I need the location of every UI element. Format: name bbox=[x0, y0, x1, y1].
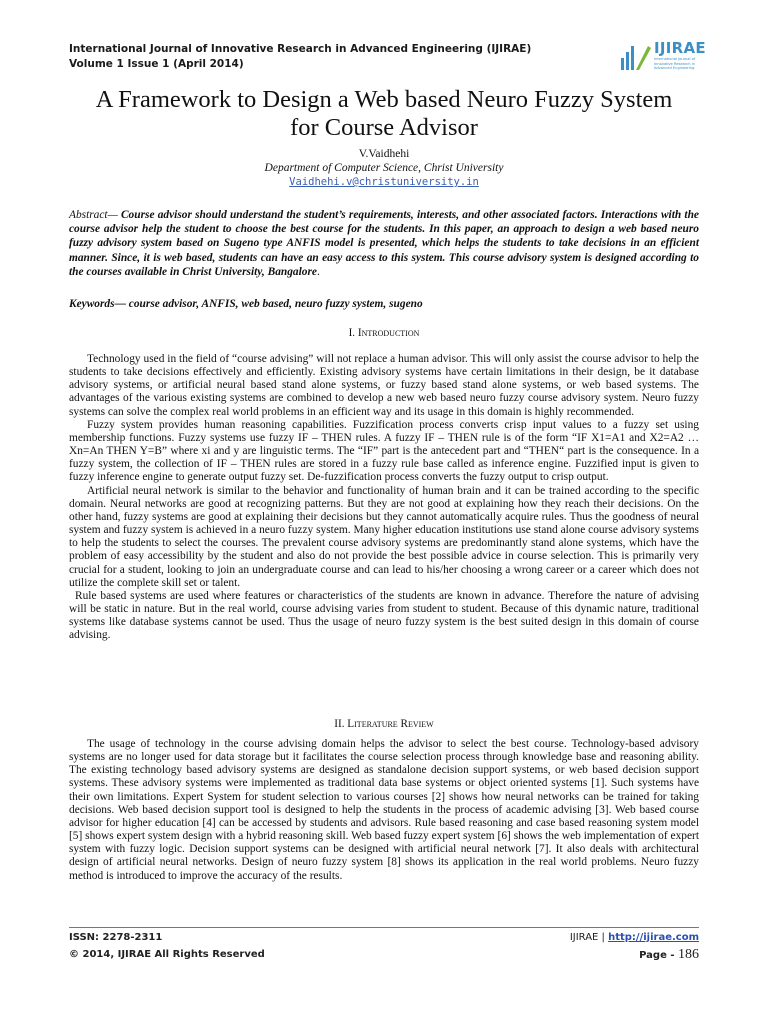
abstract-label: Abstract— bbox=[69, 209, 118, 221]
paragraph: The usage of technology in the course advising domain helps the advisor to select the best course. Technology-based advisory systems are no longer used for data storage but it facilitates the course selection process through knowledge base and reasoning ability. The existing technology based advisory systems are designed as standalone decision support systems, or web based decision support systems. These advisory systems were implemented as traditional data base systems or object oriented systems [1]. Such systems have their own limitations. Expert System for student selection to various courses [2] shows how neural networks can be trained for taking decisions. Web based decision support tool is designed to help the students in the process of academic advising [3]. Web based course advisor for higher education [4] can be accessed by students and advisors. Rule based reasoning and case based reasoning system model [5] shows expert system design with a hybrid reasoning skill. Web based fuzzy expert system [6] shows the web implementation of expert system with fuzzy logic. Decision support systems can be designed with artificial neural network [7]. It also deals with architectural design of artificial neural networks. Design of neuro fuzzy system [8] shows its application in the real world problems. Neuro fuzzy method is introduced to improve the accuracy of the results. bbox=[69, 738, 699, 882]
keywords: Keywords— course advisor, ANFIS, web based, neuro fuzzy system, sugeno bbox=[69, 298, 423, 310]
paragraph: Technology used in the field of “course advising” will not replace a human advisor. This will only assist the course advisor to help the students to take decisions effectively and efficiently. Existing advisory systems have certain limitations in their design, be it database advisory systems, or artificial neural based stand alone systems, or fuzzy based stand alone systems, or web based systems. The advantages of the various existing systems are combined to develop a new web based neuro fuzzy course advisory system. Neuro fuzzy systems can solve the complex real world problems in an efficient way and its usage in this domain is highly recommended. bbox=[69, 353, 699, 418]
abstract-end: . bbox=[316, 265, 320, 278]
footer-issn: ISSN: 2278-2311 bbox=[69, 932, 163, 943]
footer-brand bbox=[570, 931, 699, 945]
footer-brand-label: IJIRAE | bbox=[569, 932, 609, 943]
journal-header bbox=[69, 42, 589, 72]
logo-tagline: International Journal of Innovative Research in Advanced Engineering bbox=[654, 57, 696, 70]
section-body-literature-review bbox=[69, 738, 699, 883]
author-block bbox=[60, 147, 708, 189]
footer-row-1 bbox=[69, 931, 699, 945]
author-email-link[interactable]: Vaidhehi.v@christuniversity.in bbox=[289, 176, 479, 188]
abstract bbox=[69, 208, 699, 279]
footer-page-label: Page - bbox=[639, 950, 678, 961]
footer-site-link[interactable]: http://ijirae.com bbox=[608, 932, 699, 943]
footer-divider bbox=[69, 927, 699, 928]
logo-emblem-icon bbox=[618, 40, 652, 74]
section-heading-literature-review: II. Literature Review bbox=[334, 718, 434, 730]
section-heading-introduction: I. Introduction bbox=[348, 327, 420, 339]
journal-logo bbox=[618, 40, 710, 78]
logo-wordmark: IJIRAE bbox=[654, 39, 706, 57]
author-affiliation: Department of Computer Science, Christ University bbox=[264, 162, 504, 174]
section-body-introduction bbox=[69, 353, 699, 642]
title-line-1: A Framework to Design a Web based Neuro Fuzzy System bbox=[95, 86, 673, 113]
paragraph: Artificial neural network is similar to the behavior and functionality of human brain and it can be trained according to the specific domain. Neural networks are good at recognizing patterns. But they are not good at explaining how they reach their decisions. On the other hand, fuzzy systems are good at explaining their decisions but they cannot automatically acquire rules. Thus the goodness of neural system and fuzzy system is achieved in a neuro fuzzy system. Many higher education institutions use stand alone course advisory systems to help the students to select the courses. The prevalent course advisory systems are predominantly stand alone systems, which have the problem of easy accessibility by the student and also do not provide the best possible advice in course selection. This is primarily very crucial for a student, looking to join an undergraduate course and can lead to his/her choosing a wrong career or a career which does not utilize the complete skill set or talent. bbox=[69, 484, 699, 589]
paragraph: Fuzzy system provides human reasoning capabilities. Fuzzification process converts crisp input values to a fuzzy set using membership functions. Fuzzy systems use fuzzy IF – THEN rules. A fuzzy IF – THEN rule is of the form “IF X1=A1 and X2=A2 … Xn=An THEN Y=B” where xi and y are linguistic terms. The “IF” part is the antecedent part and “THEN“ part is the consequence. In a fuzzy system, the collection of IF – THEN rules are stored in a fuzzy rule base called as inference engine. Fuzzified input is given to fuzzy inference engine to generate output fuzzy set. De-fuzzification process converts the fuzzy output to crisp output. bbox=[69, 418, 699, 484]
paragraph: Rule based systems are used where features or characteristics of the students are known in advance. Therefore the nature of advising will be static in nature. But in the real world, course advising varies from student to student. Because of this dynamic nature, traditional systems like database systems cannot be used. Thus the usage of neuro fuzzy system is the best suited design in this domain of course advising. bbox=[69, 589, 699, 642]
journal-name: International Journal of Innovative Research in Advanced Engineering (IJIRAE) bbox=[69, 43, 532, 55]
footer-page-number: 186 bbox=[678, 947, 699, 962]
title-line-2: for Course Advisor bbox=[290, 114, 478, 141]
author-name: V.Vaidhehi bbox=[358, 148, 410, 160]
footer-page bbox=[639, 948, 699, 963]
volume-info: Volume 1 Issue 1 (April 2014) bbox=[69, 58, 244, 70]
abstract-text: Course advisor should understand the student’s requirements, interests, and other associated factors. Interactions with the course advisor help the student to choose the best course for the students. In this paper, an approach to design a web based neuro fuzzy advisory system based on Sugeno type ANFIS model is presented, which helps the students to take decisions in an efficient manner. Since, it is web based, students can have an easy access to this system. This course advisory system is designed according to the courses available in Christ University, Bangalore bbox=[69, 209, 699, 278]
footer-row-2 bbox=[69, 948, 699, 962]
paper-title bbox=[60, 86, 708, 142]
footer-copyright: © 2014, IJIRAE All Rights Reserved bbox=[69, 949, 265, 960]
